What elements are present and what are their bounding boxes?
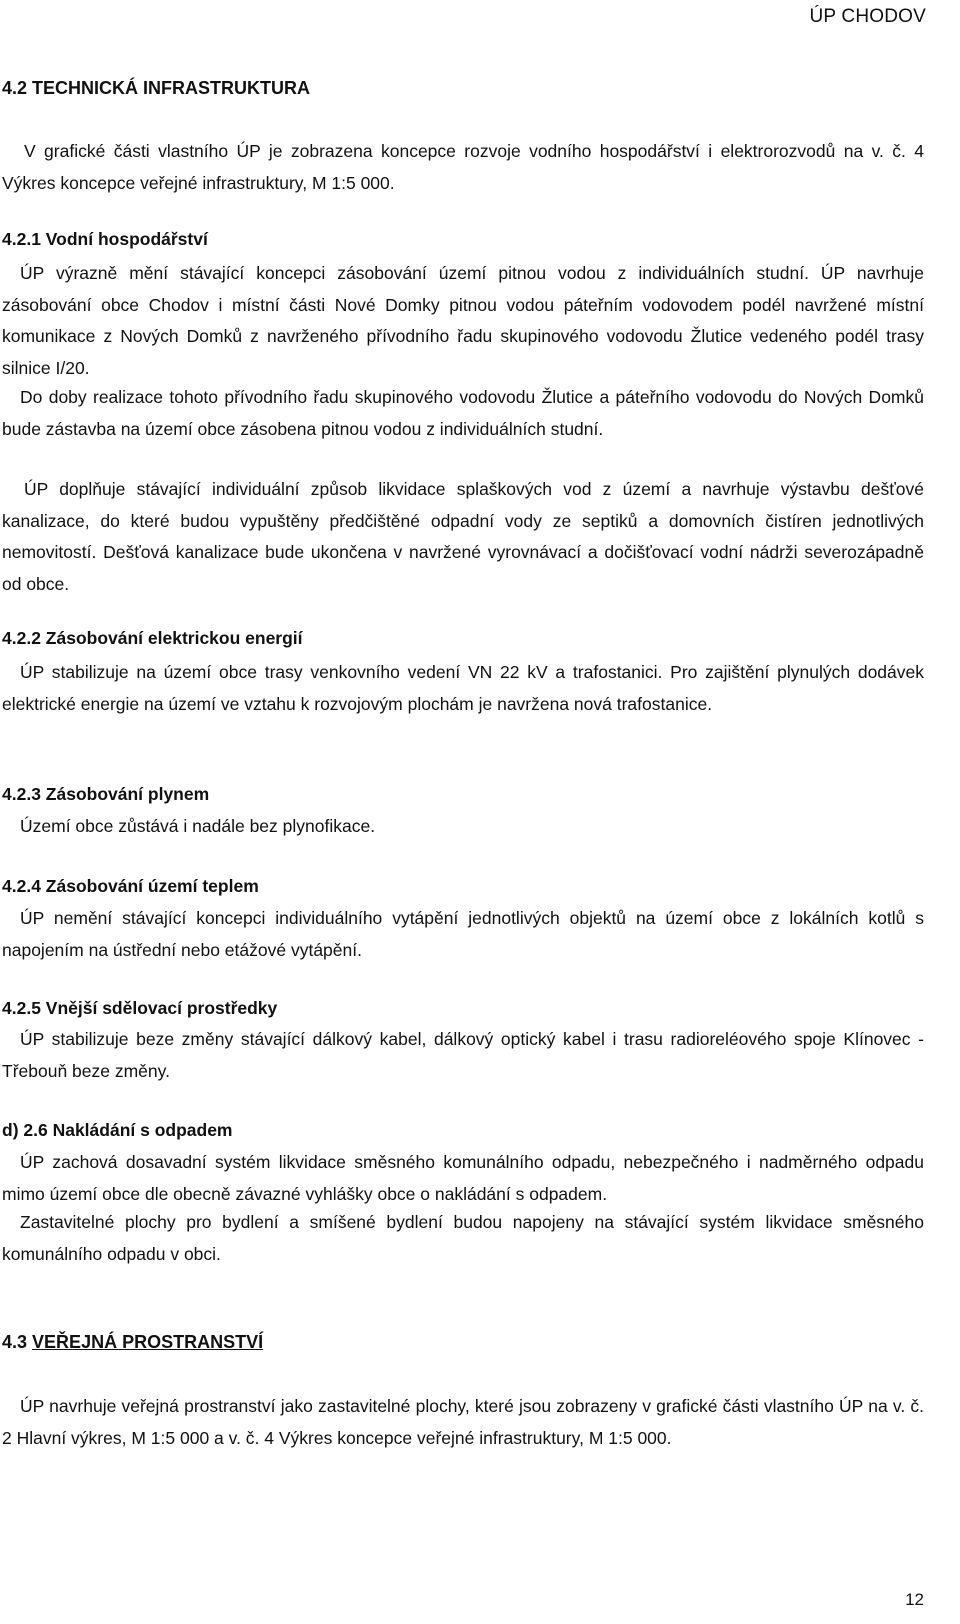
paragraph-4-2-1-2: Do doby realizace tohoto přívodního řadu skupinového vodovodu Žlutice a páteřního vodovodu do Nových Domků bude zástavba na území obce zásobena pitnou vodou z individuálních studní.: [2, 387, 924, 439]
section-heading-4-2-3: 4.2.3 Zásobování plynem: [2, 784, 210, 804]
paragraph-2-6-1: ÚP zachová dosavadní systém likvidace směsného komunálního odpadu, nebezpečného i nadměrného odpadu mimo území obce dle obecně závazné vyhlášky obce o nakládání s odpadem.: [2, 1152, 924, 1204]
running-header: ÚP CHODOV: [809, 6, 926, 27]
paragraph-2-6-2: Zastavitelné plochy pro bydlení a smíšené bydlení budou napojeny na stávající systém likvidace směsného komunálního odpadu v obci.: [2, 1212, 924, 1264]
page-number: 12: [905, 1590, 924, 1609]
paragraph-4-2-4-1: ÚP nemění stávající koncepci individuálního vytápění jednotlivých objektů na území obce z lokálních kotlů s napojením na ústřední nebo etážové vytápění.: [2, 908, 924, 960]
paragraph-4-2-5-1: ÚP stabilizuje beze změny stávající dálkový kabel, dálkový optický kabel i trasu radioreléového spoje Klínovec - Třebouň beze změny.: [2, 1029, 924, 1081]
section-heading-4-3: [2, 1332, 263, 1353]
section-heading-4-2-2: 4.2.2 Zásobování elektrickou energií: [2, 628, 303, 648]
paragraph-4-2-2-1: ÚP stabilizuje na území obce trasy venkovního vedení VN 22 kV a trafostanici. Pro zajištění plynulých dodávek elektrické energie na území ve vztahu k rozvojovým plochám je navržena nová trafostanice.: [2, 662, 924, 714]
paragraph-4-2-intro: V grafické části vlastního ÚP je zobrazena koncepce rozvoje vodního hospodářství i elektrorozvodů na v. č. 4 Výkres koncepce veřejné infrastruktury, M 1:5 000.: [2, 141, 924, 193]
section-title: VEŘEJNÁ PROSTRANSTVÍ: [32, 1332, 264, 1352]
section-heading-2-6: d) 2.6 Nakládání s odpadem: [2, 1120, 233, 1140]
paragraph-4-2-1-3: ÚP doplňuje stávající individuální způsob likvidace splaškových vod z území a navrhuje výstavbu dešťové kanalizace, do které budou vypuštěny předčištěné odpadní vody ze septiků a domovních čistíren jednotlivých nemovitostí. Dešťová kanalizace bude ukončena v navržené vyrovnávací a dočišťovací vodní nádrži severozápadně od obce.: [2, 479, 924, 594]
section-heading-4-2-1: 4.2.1 Vodní hospodářství: [2, 229, 208, 249]
paragraph-4-2-3-1: Území obce zůstává i nadále bez plynofikace.: [20, 816, 376, 836]
section-heading-4-2-5: 4.2.5 Vnější sdělovací prostředky: [2, 998, 278, 1018]
paragraph-4-3-1: ÚP navrhuje veřejná prostranství jako zastavitelné plochy, které jsou zobrazeny v grafické části vlastního ÚP na v. č. 2 Hlavní výkres, M 1:5 000 a v. č. 4 Výkres koncepce veřejné infrastruktury, M 1:5 000.: [2, 1396, 924, 1448]
section-heading-4-2-4: 4.2.4 Zásobování území teplem: [2, 876, 259, 896]
section-number: 4.3: [2, 1332, 28, 1352]
section-heading-4-2: 4.2 TECHNICKÁ INFRASTRUKTURA: [2, 78, 311, 98]
paragraph-4-2-1-1: ÚP výrazně mění stávající koncepci zásobování území pitnou vodou z individuálních studní. ÚP navrhuje zásobování obce Chodov i místní části Nové Domky pitnou vodou páteřním vodovodem podél navržené místní komunikace z Nových Domků z navrženého přívodního řadu skupinového vodovodu Žlutice vedeného podél trasy silnice I/20.: [2, 263, 924, 378]
